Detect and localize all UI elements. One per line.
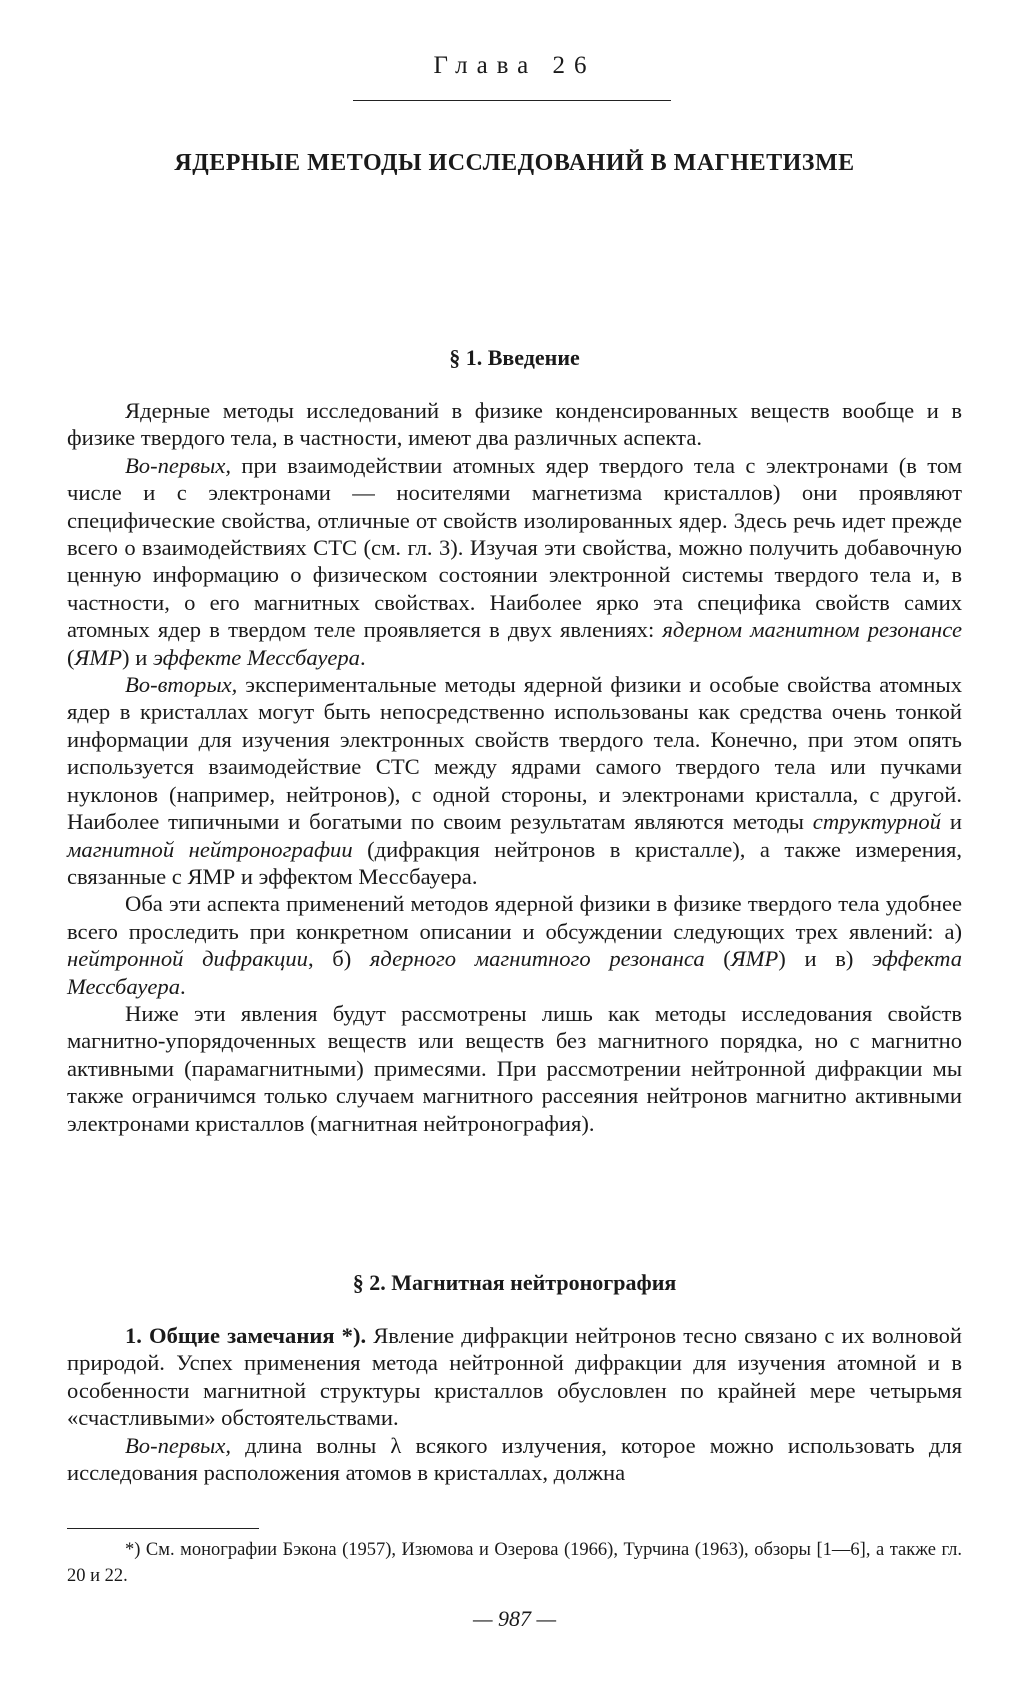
paragraph: Во-первых, длина волны λ всякого излучения, которое можно использовать для исследования расположения атомов в кристаллах, должна [67, 1432, 962, 1486]
chapter-label: Глава 26 [433, 52, 596, 79]
emphasis: Во-первых, [125, 1432, 232, 1458]
section-heading-neutronography: § 2. Магнитная нейтронография [352, 1270, 677, 1295]
emphasis: магнитной нейтронографии [67, 836, 353, 862]
emphasis: эффекта Мессбауера [67, 946, 962, 999]
paragraph: Ядерные методы исследований в физике конденсированных веществ вообще и в физике твердого тела, в частности, имеют два различных аспекта. [67, 398, 962, 451]
paragraph: Оба эти аспекта применений методов ядерной физики в физике твердого тела удобнее всего проследить при конкретном описании и обсуждении следующих трех явлений: а) нейтронной дифракции, б) ядерного магнитного резонанса (ЯМР) и в) эффекта Мессбауера. [67, 891, 962, 999]
emphasis: эффекте Мессбауера [152, 644, 360, 670]
emphasis: структурной [812, 809, 942, 835]
paragraph: 1. Общие замечания *). Явление дифракции нейтронов тесно связано с их волновой природой. Успех применения метода нейтронной дифракции для изучения атомной и в особенности магнитной структуры кристаллов обусловлен по крайней мере четырьмя «счастливыми» обстоятельствами. [67, 1323, 962, 1431]
section-introduction-body [67, 397, 962, 1137]
emphasis: нейтронной дифракции [67, 946, 308, 972]
emphasis: ядерного магнитного резонанса [369, 946, 705, 972]
emphasis: ЯМР [730, 946, 779, 972]
subsection-heading: 1. Общие замечания *). [125, 1323, 367, 1348]
page-number: — 987 — [472, 1606, 557, 1631]
emphasis: ядерном магнитном резонансе [662, 617, 963, 643]
paragraph: Во-вторых, экспериментальные методы ядерной физики и особые свойства атомных ядер в кристаллах могут быть непосредственно использованы как средства очень тонкой информации для изучения электронных свойств твердого тела. Конечно, при этом опять используется взаимодействие СТС между ядрами самого твердого тела или пучками нуклонов (например, нейтронов), с одной стороны, и электронами кристалла, с другой. Наиболее типичными и богатыми по своим результатам являются методы структурной и магнитной нейтронографии (дифракция нейтронов в кристалле), а также измерения, связанные с ЯМР и эффектом Мессбауера. [67, 672, 962, 889]
paragraph: Во-первых, при взаимодействии атомных ядер твердого тела с электронами (в том числе и с электронами — носителями магнетизма кристаллов) они проявляют специфические свойства, отличные от свойств изолированных ядер. Здесь речь идет прежде всего о взаимодействиях СТС (см. гл. 3). Изучая эти свойства, можно получить добавочную ценную информацию о физическом состоянии электронной системы твердого тела и, в частности, о его магнитных свойствах. Наиболее ярко эта специфика свойств самих атомных ядер в твердом теле проявляется в двух явлениях: ядерном магнитном резонансе (ЯМР) и эффекте Мессбауера. [67, 452, 963, 670]
section-heading-introduction: § 1. Введение [449, 345, 580, 370]
footnote [67, 1537, 962, 1589]
emphasis: ЯМР [74, 644, 123, 670]
chapter-divider [353, 100, 671, 101]
emphasis: Во-вторых, [125, 672, 238, 698]
section-neutronography-body [67, 1322, 962, 1486]
chapter-title: ЯДЕРНЫЕ МЕТОДЫ ИССЛЕДОВАНИЙ В МАГНЕТИЗМЕ [174, 150, 855, 176]
footnote-text: *) См. монографии Бэкона (1957), Изюмова и Озерова (1966), Турчина (1963), обзоры [1—6], а также гл. 20 и 22. [67, 1540, 962, 1586]
paragraph: Ниже эти явления будут рассмотрены лишь как методы исследования свойств магнитно-упорядоченных веществ или веществ без магнитного порядка, но с магнитно активными (парамагнитными) примесями. При рассмотрении нейтронной дифракции мы также ограничимся только случаем магнитного рассеяния нейтронов магнитно активными электронами кристаллов (магнитная нейтронография). [67, 1000, 962, 1136]
footnote-divider [67, 1528, 259, 1529]
emphasis: Во-первых, [125, 452, 232, 478]
